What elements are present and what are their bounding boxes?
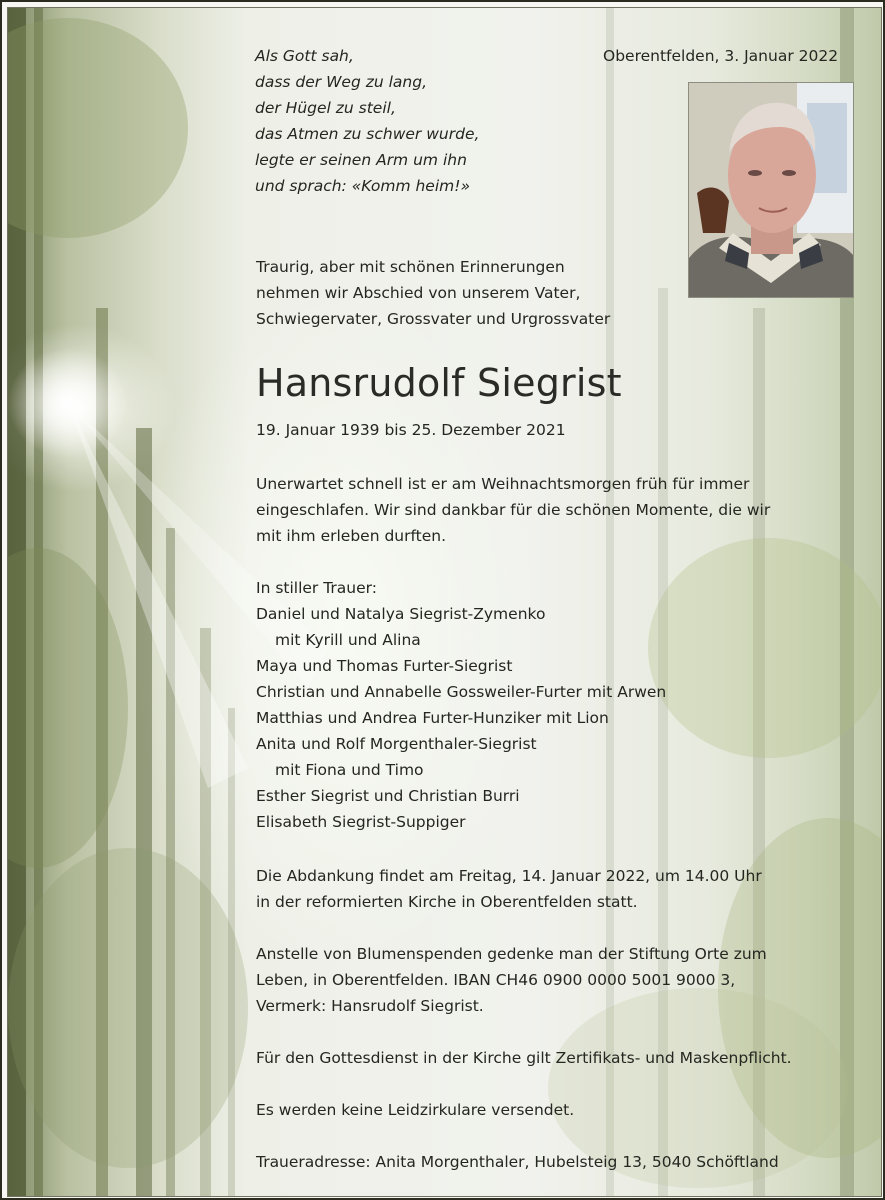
intro-line: nehmen wir Abschied von unserem Vater, bbox=[256, 284, 581, 302]
mourner-entry: mit Kyrill und Alina bbox=[275, 631, 421, 649]
mourning-address-text: Traueradresse: Anita Morgenthaler, Hubelsteig 13, 5040 Schöftland bbox=[256, 1153, 779, 1171]
donation-paragraph bbox=[256, 941, 767, 1019]
mourner-entry: Christian und Annabelle Gossweiler-Furter mit Arwen bbox=[256, 683, 667, 701]
poem-line: das Atmen zu schwer wurde, bbox=[255, 125, 480, 143]
mourners-heading: In stiller Trauer: bbox=[256, 579, 377, 597]
mourners-list bbox=[256, 575, 666, 835]
mourning-address bbox=[256, 1149, 779, 1175]
mourner-entry: Maya und Thomas Furter-Siegrist bbox=[256, 657, 513, 675]
covid-notice bbox=[256, 1045, 792, 1071]
mourner-entry: mit Fiona und Timo bbox=[275, 761, 424, 779]
mourner-entry: Anita und Rolf Morgenthaler-Siegrist bbox=[256, 735, 537, 753]
ceremony-line: Die Abdankung findet am Freitag, 14. Januar 2022, um 14.00 Uhr bbox=[256, 867, 762, 885]
donation-line: Leben, in Oberentfelden. IBAN CH46 0900 0000 5001 9000 3, bbox=[256, 971, 736, 989]
intro-paragraph bbox=[256, 254, 610, 332]
place-date: Oberentfelden, 3. Januar 2022 bbox=[603, 47, 839, 65]
portrait-illustration bbox=[689, 83, 853, 297]
ceremony-paragraph bbox=[256, 863, 762, 915]
poem-line: dass der Weg zu lang, bbox=[255, 73, 427, 91]
life-dates-text: 19. Januar 1939 bis 25. Dezember 2021 bbox=[256, 421, 566, 439]
poem-line: Als Gott sah, bbox=[255, 47, 354, 65]
poem bbox=[255, 43, 479, 199]
poem-line: legte er seinen Arm um ihn bbox=[255, 151, 467, 169]
forest-background bbox=[7, 7, 882, 1197]
circular-notice bbox=[256, 1097, 574, 1123]
mourner-entry: Esther Siegrist und Christian Burri bbox=[256, 787, 520, 805]
donation-line: Vermerk: Hansrudolf Siegrist. bbox=[256, 997, 484, 1015]
mourner-entry: Matthias und Andrea Furter-Hunziker mit Lion bbox=[256, 709, 609, 727]
intro-line: Schwiegervater, Grossvater und Urgrossvater bbox=[256, 310, 611, 328]
message-paragraph bbox=[256, 471, 770, 549]
mourner-entry: Daniel und Natalya Siegrist-Zymenko bbox=[256, 605, 546, 623]
circular-notice-text: Es werden keine Leidzirkulare versendet. bbox=[256, 1101, 575, 1119]
message-line: mit ihm erleben durften. bbox=[256, 527, 447, 545]
message-line: Unerwartet schnell ist er am Weihnachtsmorgen früh für immer bbox=[256, 475, 750, 493]
poem-line: und sprach: «Komm heim!» bbox=[255, 177, 471, 195]
intro-line: Traurig, aber mit schönen Erinnerungen bbox=[256, 258, 565, 276]
deceased-name: Hansrudolf Siegrist bbox=[256, 361, 622, 405]
covid-notice-text: Für den Gottesdienst in der Kirche gilt Zertifikats- und Maskenpflicht. bbox=[256, 1049, 792, 1067]
portrait-photo bbox=[688, 82, 854, 298]
poem-line: der Hügel zu steil, bbox=[255, 99, 396, 117]
message-line: eingeschlafen. Wir sind dankbar für die schönen Momente, die wir bbox=[256, 501, 771, 519]
donation-line: Anstelle von Blumenspenden gedenke man der Stiftung Orte zum bbox=[256, 945, 767, 963]
mourner-entry: Elisabeth Siegrist-Suppiger bbox=[256, 813, 466, 831]
life-dates bbox=[256, 417, 566, 443]
obituary-content bbox=[8, 8, 881, 1196]
ceremony-line: in der reformierten Kirche in Oberentfelden statt. bbox=[256, 893, 638, 911]
